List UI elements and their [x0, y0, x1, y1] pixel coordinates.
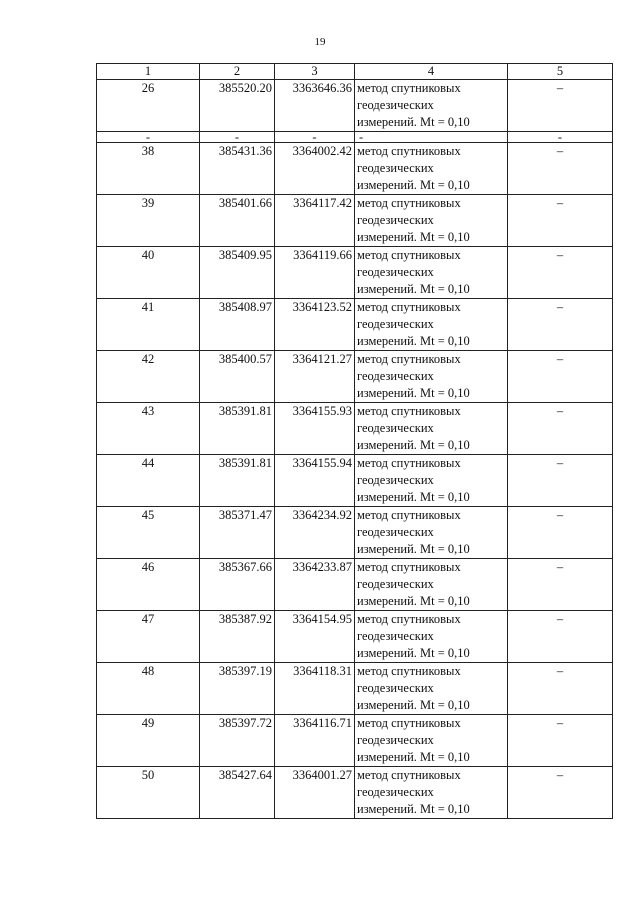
coordinate-x: 385391.81	[200, 403, 275, 455]
method-line-3: измерений. Mt = 0,10	[357, 698, 470, 712]
point-number: 49	[97, 715, 200, 767]
method-line-2: геодезических	[357, 525, 434, 539]
method-line-2: геодезических	[357, 317, 434, 331]
method-cell	[355, 403, 508, 455]
method-cell	[355, 611, 508, 663]
separator-cell: -	[275, 132, 355, 143]
point-number: 39	[97, 195, 200, 247]
coordinate-y: 3364155.94	[275, 455, 355, 507]
table-row	[97, 80, 613, 132]
method-line-1: метод спутниковых	[357, 664, 461, 678]
note-cell: –	[508, 80, 613, 132]
note-cell: –	[508, 247, 613, 299]
method-line-1: метод спутниковых	[357, 352, 461, 366]
coordinate-x: 385520.20	[200, 80, 275, 132]
point-number: 26	[97, 80, 200, 132]
table-row	[97, 403, 613, 455]
method-cell	[355, 715, 508, 767]
table-row	[97, 195, 613, 247]
table-row	[97, 507, 613, 559]
note-cell: –	[508, 299, 613, 351]
note-cell: –	[508, 767, 613, 819]
table-body	[97, 80, 613, 819]
method-line-3: измерений. Mt = 0,10	[357, 594, 470, 608]
method-line-1: метод спутниковых	[357, 560, 461, 574]
header-col-3: 3	[275, 64, 355, 80]
coordinate-y: 3364119.66	[275, 247, 355, 299]
method-line-1: метод спутниковых	[357, 81, 461, 95]
point-number: 50	[97, 767, 200, 819]
method-cell	[355, 663, 508, 715]
method-line-1: метод спутниковых	[357, 456, 461, 470]
point-number: 41	[97, 299, 200, 351]
method-line-3: измерений. Mt = 0,10	[357, 802, 470, 816]
coordinate-x: 385371.47	[200, 507, 275, 559]
point-number: 46	[97, 559, 200, 611]
coordinate-x: 385397.72	[200, 715, 275, 767]
method-line-2: геодезических	[357, 98, 434, 112]
point-number: 43	[97, 403, 200, 455]
method-line-1: метод спутниковых	[357, 144, 461, 158]
point-number: 44	[97, 455, 200, 507]
method-line-2: геодезических	[357, 161, 434, 175]
method-line-2: геодезических	[357, 213, 434, 227]
coordinate-y: 3364002.42	[275, 143, 355, 195]
coordinate-y: 3364155.93	[275, 403, 355, 455]
point-number: 42	[97, 351, 200, 403]
method-line-2: геодезических	[357, 265, 434, 279]
coordinate-y: 3364001.27	[275, 767, 355, 819]
table-row	[97, 143, 613, 195]
coordinate-y: 3364234.92	[275, 507, 355, 559]
coordinate-x: 385400.57	[200, 351, 275, 403]
table-row	[97, 247, 613, 299]
note-cell: –	[508, 455, 613, 507]
table-row	[97, 299, 613, 351]
point-number: 38	[97, 143, 200, 195]
method-line-3: измерений. Mt = 0,10	[357, 490, 470, 504]
method-cell	[355, 195, 508, 247]
header-col-2: 2	[200, 64, 275, 80]
coordinate-x: 385401.66	[200, 195, 275, 247]
note-cell: –	[508, 559, 613, 611]
coordinate-y: 3364117.42	[275, 195, 355, 247]
method-line-3: измерений. Mt = 0,10	[357, 646, 470, 660]
method-line-1: метод спутниковых	[357, 196, 461, 210]
method-cell	[355, 507, 508, 559]
coordinate-y: 3364154.95	[275, 611, 355, 663]
method-cell	[355, 767, 508, 819]
header-col-4: 4	[355, 64, 508, 80]
method-line-2: геодезических	[357, 681, 434, 695]
separator-cell: -	[355, 132, 508, 143]
note-cell: –	[508, 715, 613, 767]
coordinate-x: 385387.92	[200, 611, 275, 663]
table-row	[97, 351, 613, 403]
note-cell: –	[508, 507, 613, 559]
method-cell	[355, 247, 508, 299]
coordinates-table	[96, 63, 613, 819]
method-line-2: геодезических	[357, 577, 434, 591]
method-cell	[355, 559, 508, 611]
coordinate-x: 385409.95	[200, 247, 275, 299]
method-line-1: метод спутниковых	[357, 300, 461, 314]
method-line-3: измерений. Mt = 0,10	[357, 230, 470, 244]
coordinate-x: 385367.66	[200, 559, 275, 611]
method-line-2: геодезических	[357, 629, 434, 643]
coordinate-y: 3364116.71	[275, 715, 355, 767]
coordinate-y: 3364121.27	[275, 351, 355, 403]
note-cell: –	[508, 403, 613, 455]
method-line-3: измерений. Mt = 0,10	[357, 115, 470, 129]
method-cell	[355, 351, 508, 403]
method-line-1: метод спутниковых	[357, 768, 461, 782]
coordinate-y: 3364233.87	[275, 559, 355, 611]
point-number: 47	[97, 611, 200, 663]
note-cell: –	[508, 351, 613, 403]
method-line-3: измерений. Mt = 0,10	[357, 542, 470, 556]
point-number: 40	[97, 247, 200, 299]
method-line-1: метод спутниковых	[357, 508, 461, 522]
coordinate-x: 385408.97	[200, 299, 275, 351]
method-line-2: геодезических	[357, 785, 434, 799]
coordinate-x: 385431.36	[200, 143, 275, 195]
method-line-2: геодезических	[357, 473, 434, 487]
table-row	[97, 611, 613, 663]
coordinate-x: 385427.64	[200, 767, 275, 819]
method-cell	[355, 143, 508, 195]
header-row	[97, 64, 613, 80]
table-row	[97, 559, 613, 611]
note-cell: –	[508, 195, 613, 247]
table-row	[97, 663, 613, 715]
method-line-1: метод спутниковых	[357, 716, 461, 730]
separator-cell: -	[200, 132, 275, 143]
page-number: 19	[314, 36, 326, 48]
point-number: 45	[97, 507, 200, 559]
separator-cell: -	[508, 132, 613, 143]
table-row	[97, 767, 613, 819]
note-cell: –	[508, 611, 613, 663]
coordinate-y: 3363646.36	[275, 80, 355, 132]
header-col-5: 5	[508, 64, 613, 80]
method-line-3: измерений. Mt = 0,10	[357, 178, 470, 192]
header-col-1: 1	[97, 64, 200, 80]
method-line-1: метод спутниковых	[357, 404, 461, 418]
method-cell	[355, 299, 508, 351]
separator-cell: -	[97, 132, 200, 143]
method-line-2: геодезических	[357, 369, 434, 383]
coordinate-x: 385391.81	[200, 455, 275, 507]
method-line-3: измерений. Mt = 0,10	[357, 334, 470, 348]
table-row	[97, 455, 613, 507]
method-line-2: геодезических	[357, 421, 434, 435]
method-cell	[355, 455, 508, 507]
method-line-3: измерений. Mt = 0,10	[357, 386, 470, 400]
method-cell	[355, 80, 508, 132]
coordinate-x: 385397.19	[200, 663, 275, 715]
method-line-3: измерений. Mt = 0,10	[357, 438, 470, 452]
method-line-2: геодезических	[357, 733, 434, 747]
point-number: 48	[97, 663, 200, 715]
note-cell: –	[508, 143, 613, 195]
method-line-1: метод спутниковых	[357, 248, 461, 262]
table-row	[97, 715, 613, 767]
method-line-3: измерений. Mt = 0,10	[357, 282, 470, 296]
coordinate-y: 3364123.52	[275, 299, 355, 351]
method-line-1: метод спутниковых	[357, 612, 461, 626]
separator-row	[97, 132, 613, 143]
note-cell: –	[508, 663, 613, 715]
coordinate-y: 3364118.31	[275, 663, 355, 715]
method-line-3: измерений. Mt = 0,10	[357, 750, 470, 764]
